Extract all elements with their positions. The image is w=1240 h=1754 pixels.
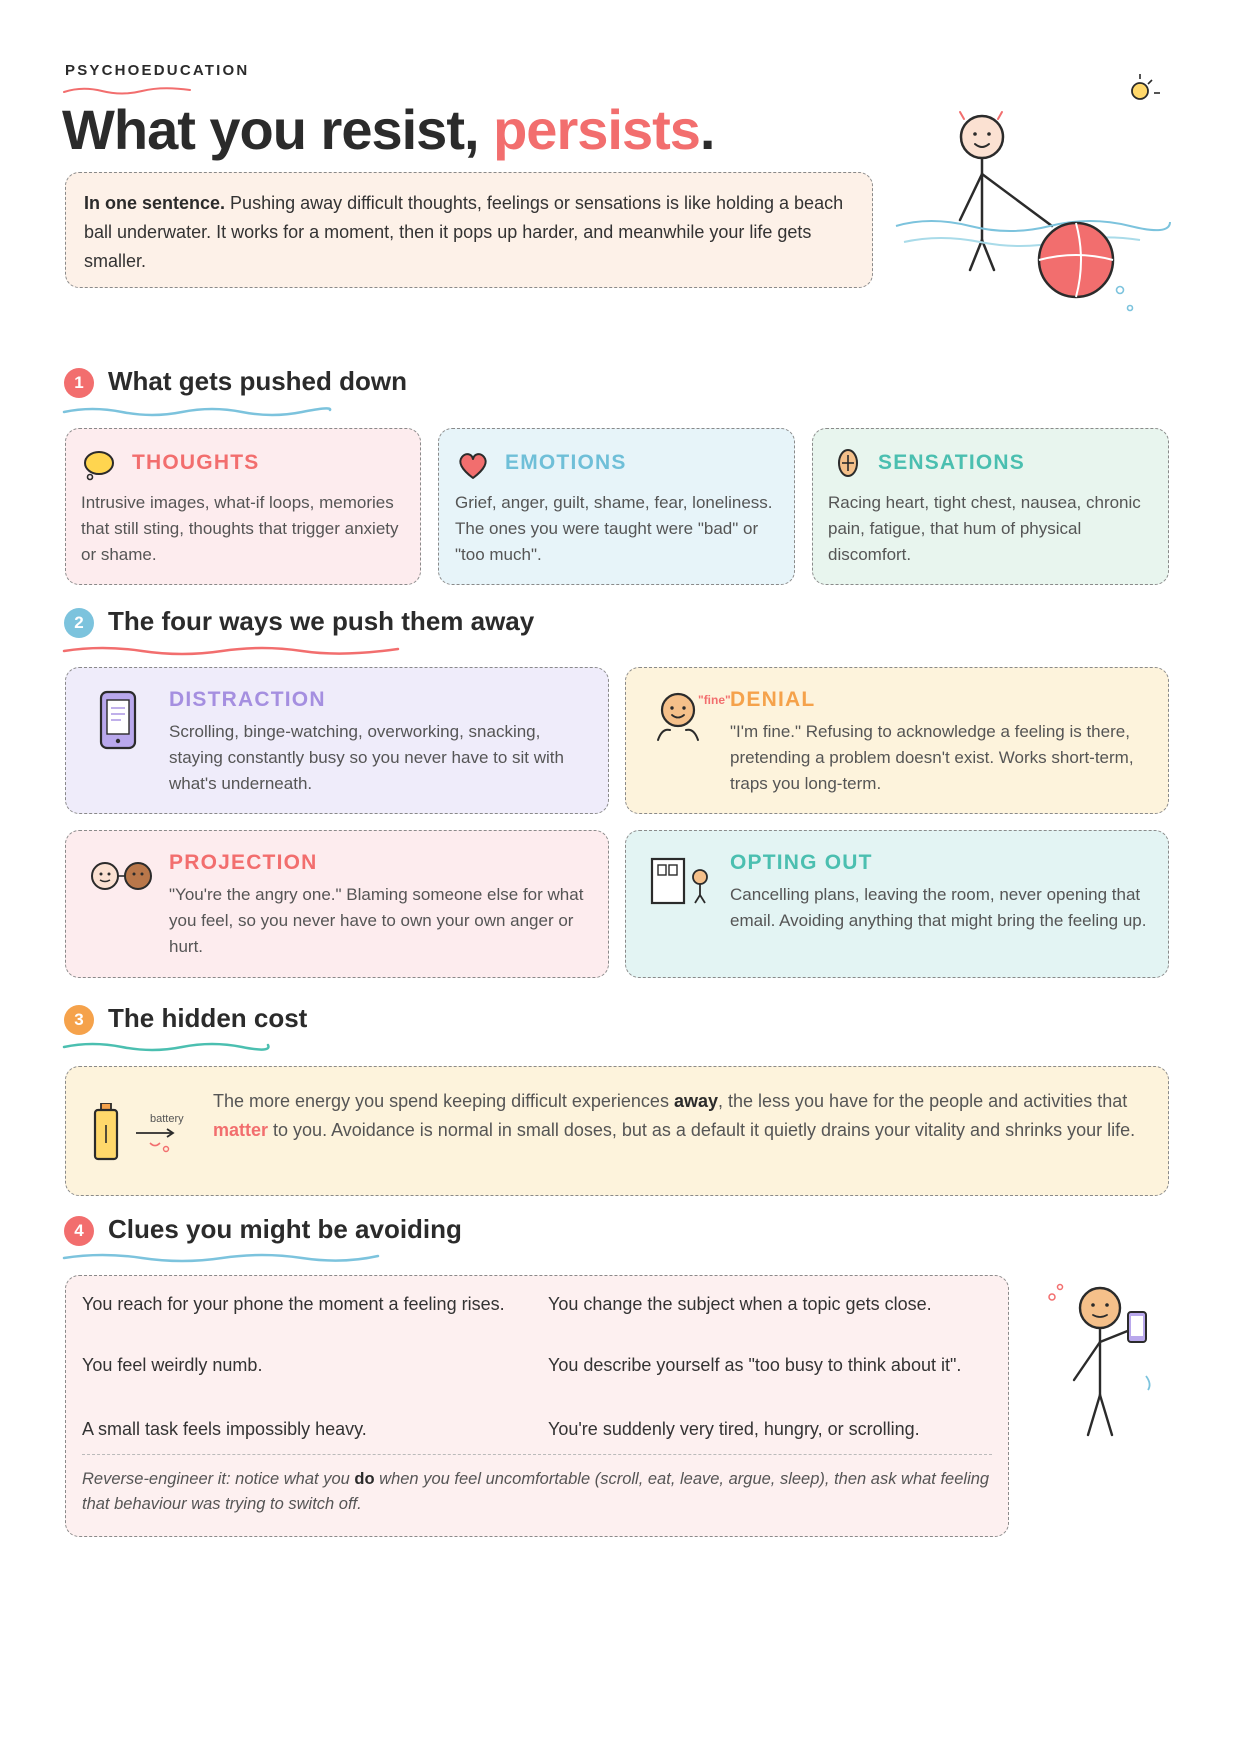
hidden-cost-box xyxy=(65,1066,1169,1196)
section-3-underline xyxy=(62,1039,272,1053)
clues-divider xyxy=(82,1454,992,1455)
clue-item: You're suddenly very tired, hungry, or scrolling. xyxy=(548,1419,920,1439)
section-2-underline xyxy=(62,643,402,657)
card-distraction-title: DISTRACTION xyxy=(169,688,326,711)
eyebrow-label: PSYCHOEDUCATION xyxy=(65,62,250,79)
hidden-cost-text: The more energy you spend keeping difficult experiences away, the less you have for the people and activities that matter to you. Avoidance is normal in small doses, but as a default it quietly drains your vitality and shrinks your life. xyxy=(213,1091,1136,1140)
clue-item: You describe yourself as "too busy to think about it". xyxy=(548,1355,962,1375)
card-emotions-body: Grief, anger, guilt, shame, fear, loneliness. The ones you were taught were "bad" or "too much". xyxy=(455,493,773,564)
cost-bold: away xyxy=(673,1091,718,1111)
card-thoughts xyxy=(65,428,421,585)
beach-ball-illustration-icon xyxy=(890,70,1190,320)
section-4-underline xyxy=(62,1250,382,1264)
clue-item: A small task feels impossibly heavy. xyxy=(82,1419,367,1439)
card-opting-out-body: Cancelling plans, leaving the room, never opening that email. Avoiding anything that might bring the feeling up. xyxy=(730,885,1147,930)
section-4-title: Clues you might be avoiding xyxy=(108,1214,462,1244)
clues-box xyxy=(65,1275,1009,1537)
section-3-title: The hidden cost xyxy=(108,1003,308,1033)
battery-label: battery xyxy=(150,1113,184,1125)
two-faces-icon xyxy=(88,859,158,895)
card-thoughts-title: THOUGHTS xyxy=(132,451,260,474)
section-2-title: The four ways we push them away xyxy=(108,606,535,636)
card-denial-title: DENIAL xyxy=(730,688,816,711)
card-distraction xyxy=(65,667,609,814)
section-3-number: 3 xyxy=(64,1005,94,1035)
reflection-note: Reverse-engineer it: notice what you do when you feel uncomfortable (scroll, eat, leave, argue, sleep), then ask what feeling that behaviour was trying to switch off. xyxy=(82,1470,990,1513)
denial-fine-label: "fine" xyxy=(698,693,731,707)
section-2-number: 2 xyxy=(64,608,94,638)
card-sensations-body: Racing heart, tight chest, nausea, chronic pain, fatigue, that hum of physical discomfort. xyxy=(828,493,1141,564)
summary-box xyxy=(65,172,873,288)
card-projection xyxy=(65,830,609,978)
summary-lead: In one sentence. xyxy=(84,193,226,213)
title-main: What you resist, xyxy=(62,98,494,161)
section-4-number: 4 xyxy=(64,1216,94,1246)
body-sensation-icon xyxy=(835,447,861,479)
card-emotions xyxy=(438,428,795,585)
summary-text: Pushing away difficult thoughts, feelings or sensations is like holding a beach ball underwater. It works for a moment, then it pops up harder, and meanwhile your life gets smaller. xyxy=(84,193,844,271)
clue-item: You change the subject when a topic gets close. xyxy=(548,1294,932,1314)
eyebrow-underline xyxy=(62,84,192,96)
card-projection-title: PROJECTION xyxy=(169,851,318,874)
card-sensations-title: SENSATIONS xyxy=(878,451,1025,474)
section-1-underline xyxy=(62,404,332,418)
sun-icon xyxy=(1132,74,1160,99)
battery-icon xyxy=(92,1103,192,1163)
card-sensations xyxy=(812,428,1169,585)
card-denial xyxy=(625,667,1169,814)
reflection-bold: do xyxy=(354,1470,375,1488)
card-distraction-body: Scrolling, binge-watching, overworking, snacking, staying constantly busy so you never have to sit with what's underneath. xyxy=(169,722,564,793)
section-1-title: What gets pushed down xyxy=(108,366,407,396)
card-emotions-title: EMOTIONS xyxy=(505,451,627,474)
door-person-icon xyxy=(650,857,716,907)
clue-item: You reach for your phone the moment a feeling rises. xyxy=(82,1294,505,1314)
section-1-number: 1 xyxy=(64,368,94,398)
heart-icon xyxy=(457,451,489,481)
card-thoughts-body: Intrusive images, what-if loops, memories that still sting, thoughts that trigger anxiety or shame. xyxy=(81,493,399,564)
card-opting-out-title: OPTING OUT xyxy=(730,851,873,874)
person-with-phone-icon xyxy=(1040,1280,1170,1450)
card-opting-out xyxy=(625,830,1169,978)
clue-item: You feel weirdly numb. xyxy=(82,1355,263,1375)
card-projection-body: "You're the angry one." Blaming someone else for what you feel, so you never have to own your own anger or hurt. xyxy=(169,885,584,956)
phone-icon xyxy=(98,690,138,750)
title-end: . xyxy=(699,98,715,161)
page-title xyxy=(62,97,714,162)
card-denial-body: "I'm fine." Refusing to acknowledge a feeling is there, pretending a problem doesn't exist. Works short-term, traps you long-term. xyxy=(730,722,1134,793)
title-accent: persists xyxy=(493,98,700,161)
cost-accent: matter xyxy=(213,1120,269,1140)
thought-bubble-icon xyxy=(82,449,116,481)
